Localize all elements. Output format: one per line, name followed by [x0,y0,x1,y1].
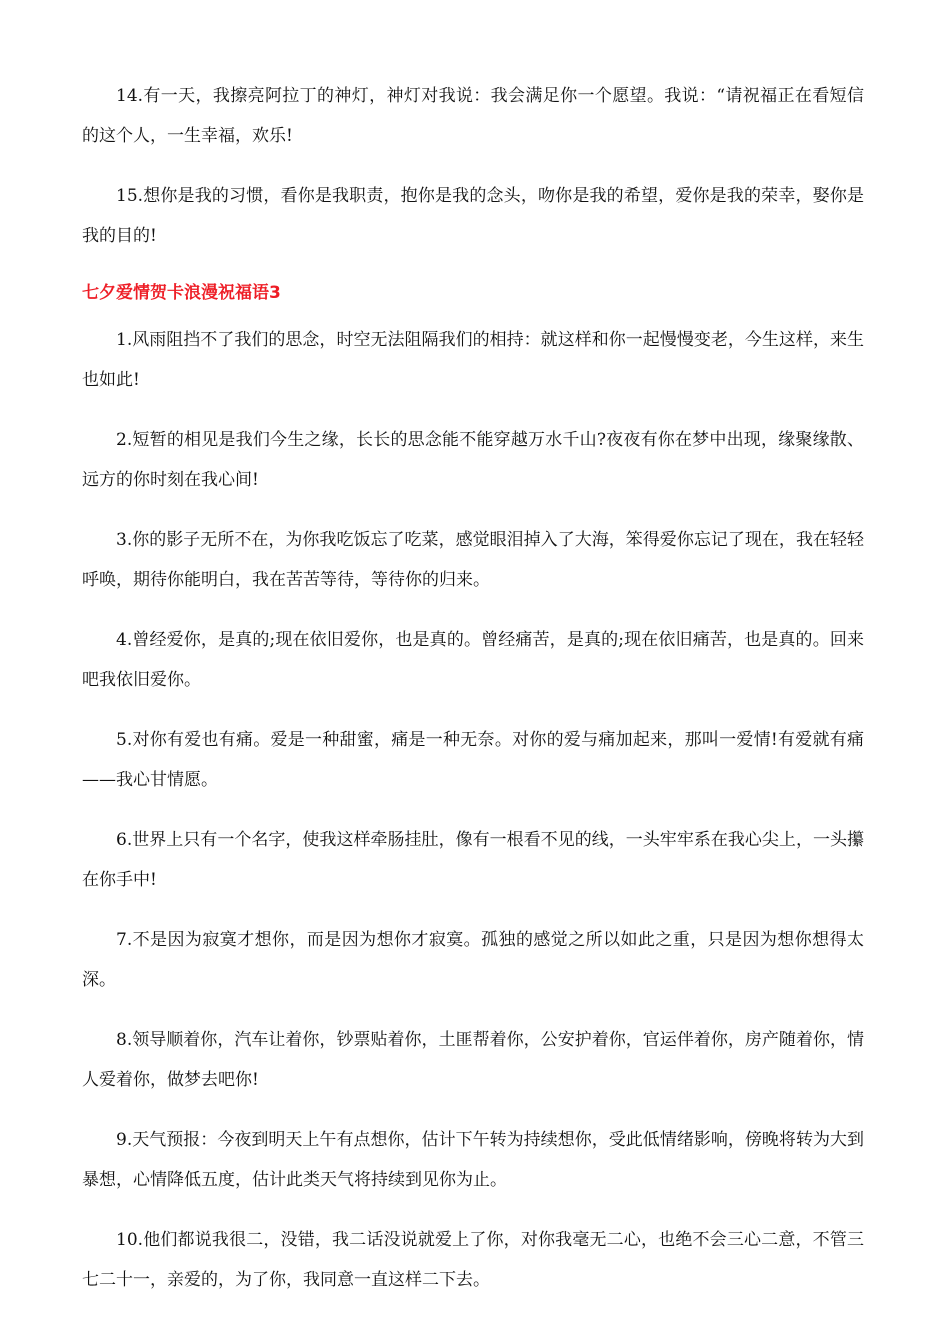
paragraph-14: 14.有一天，我擦亮阿拉丁的神灯，神灯对我说：我会满足你一个愿望。我说：“请祝福正在看短信的这个人，一生幸福，欢乐! [82,86,864,146]
section-paragraph-1: 1.风雨阻挡不了我们的思念，时空无法阻隔我们的相持：就这样和你一起慢慢变老，今生这样，来生也如此! [82,330,864,390]
section-paragraph-6: 6.世界上只有一个名字，使我这样牵肠挂肚，像有一根看不见的线，一头牢牢系在我心尖上，一头攥在你手中! [82,830,864,890]
section-paragraph-2: 2.短暂的相见是我们今生之缘，长长的思念能不能穿越万水千山?夜夜有你在梦中出现，缘聚缘散、远方的你时刻在我心间! [82,430,864,490]
section-paragraph-3: 3.你的影子无所不在，为你我吃饭忘了吃菜，感觉眼泪掉入了大海，笨得爱你忘记了现在，我在轻轻呼唤，期待你能明白，我在苦苦等待，等待你的归来。 [82,530,864,590]
section-paragraph-7: 7.不是因为寂寞才想你，而是因为想你才寂寞。孤独的感觉之所以如此之重，只是因为想你想得太深。 [82,930,864,990]
document-body [82,76,864,1320]
section-paragraph-8: 8.领导顺着你，汽车让着你，钞票贴着你，土匪帮着你，公安护着你，官运伴着你，房产随着你，情人爱着你，做梦去吧你! [82,1030,864,1090]
section-heading: 七夕爱情贺卡浪漫祝福语3 [82,283,281,303]
section-paragraph-10: 10.他们都说我很二，没错，我二话没说就爱上了你，对你我毫无二心，也绝不会三心二意，不管三七二十一，亲爱的，为了你，我同意一直这样二下去。 [82,1230,864,1290]
paragraph-15: 15.想你是我的习惯，看你是我职责，抱你是我的念头，吻你是我的希望，爱你是我的荣幸，娶你是我的目的! [82,186,864,246]
section-paragraph-4: 4.曾经爱你，是真的;现在依旧爱你，也是真的。曾经痛苦，是真的;现在依旧痛苦，也是真的。回来吧我依旧爱你。 [82,630,864,690]
section-paragraph-5: 5.对你有爱也有痛。爱是一种甜蜜，痛是一种无奈。对你的爱与痛加起来，那叫一爱情!有爱就有痛——我心甘情愿。 [82,730,864,790]
section-paragraph-9: 9.天气预报：今夜到明天上午有点想你，估计下午转为持续想你，受此低情绪影响，傍晚将转为大到暴想，心情降低五度，估计此类天气将持续到见你为止。 [82,1130,864,1190]
